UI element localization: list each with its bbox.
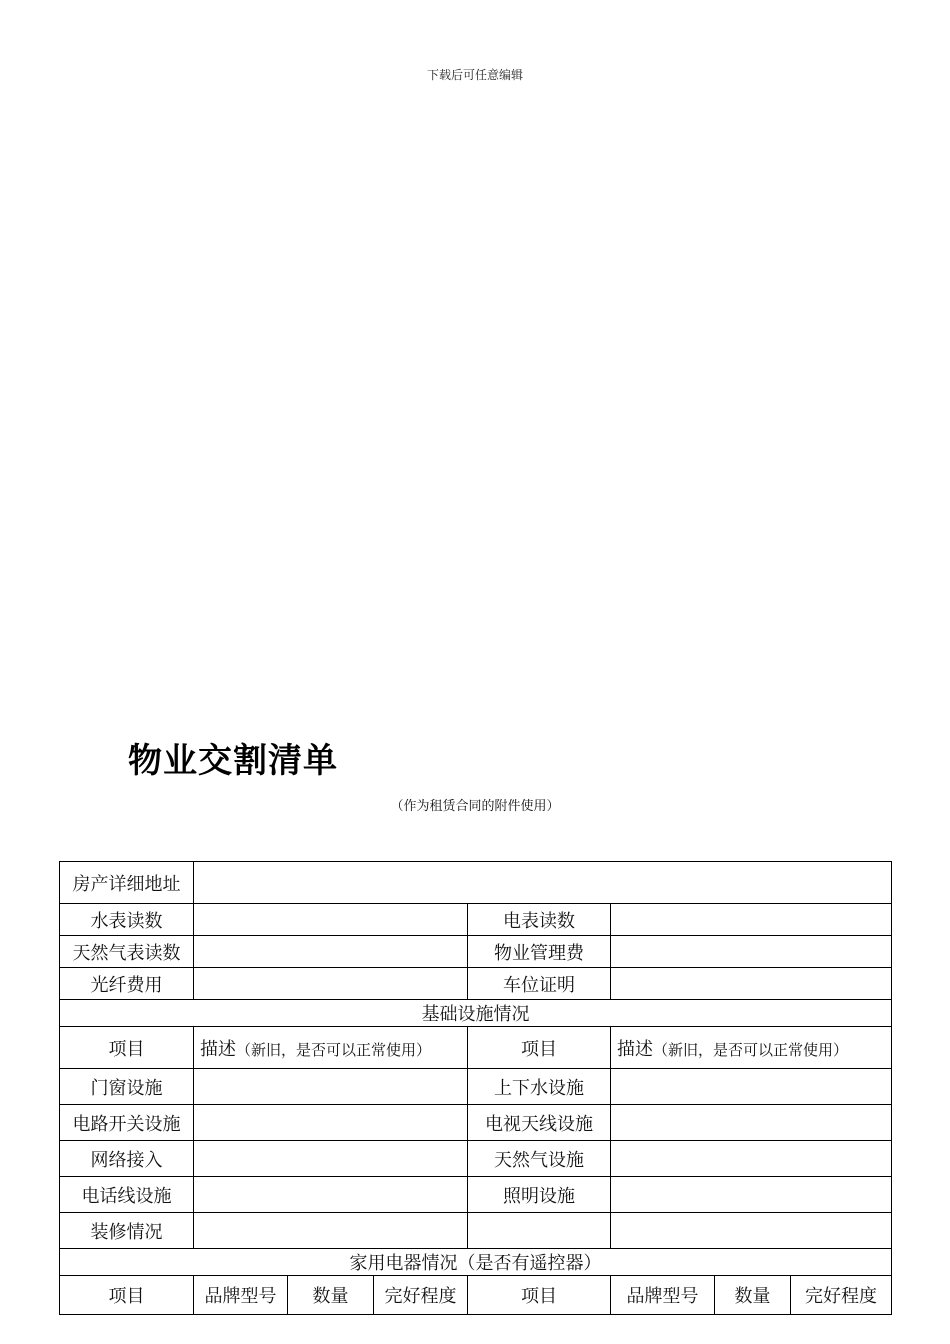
infra-left-description[interactable] <box>194 1141 468 1177</box>
appliance-col-brand: 品牌型号 <box>194 1276 288 1315</box>
col-header-item: 项目 <box>60 1027 194 1069</box>
address-value-cell[interactable] <box>194 862 892 904</box>
infra-right-item: 照明设施 <box>468 1177 611 1213</box>
meter-right-label: 电表读数 <box>468 904 611 936</box>
appliance-col-condition: 完好程度 <box>791 1276 892 1315</box>
meter-row <box>60 904 892 936</box>
meter-left-label: 光纤费用 <box>60 968 194 1000</box>
meter-row <box>60 936 892 968</box>
meter-left-label: 水表读数 <box>60 904 194 936</box>
col-header-description-main: 描述 <box>617 1038 653 1060</box>
infra-right-item: 天然气设施 <box>468 1141 611 1177</box>
infrastructure-row <box>60 1141 892 1177</box>
infrastructure-row <box>60 1105 892 1141</box>
header-note: 下载后可任意编辑 <box>426 68 523 82</box>
infra-right-description[interactable] <box>611 1213 892 1249</box>
col-header-description <box>194 1027 468 1069</box>
infra-right-item: 上下水设施 <box>468 1069 611 1105</box>
appliance-header-row <box>60 1276 892 1315</box>
meter-right-value[interactable] <box>611 936 892 968</box>
appliance-col-item: 项目 <box>60 1276 194 1315</box>
appliance-col-item: 项目 <box>468 1276 611 1315</box>
infra-right-description[interactable] <box>611 1177 892 1213</box>
infra-left-item: 网络接入 <box>60 1141 194 1177</box>
meter-left-value[interactable] <box>194 936 468 968</box>
meter-left-value[interactable] <box>194 968 468 1000</box>
infra-left-item: 电路开关设施 <box>60 1105 194 1141</box>
meter-right-value[interactable] <box>611 904 892 936</box>
address-label: 房产详细地址 <box>60 862 194 904</box>
infra-left-description[interactable] <box>194 1069 468 1105</box>
infra-right-description[interactable] <box>611 1105 892 1141</box>
appliance-col-condition: 完好程度 <box>374 1276 468 1315</box>
document-subtitle: （作为租赁合同的附件使用） <box>390 799 560 814</box>
meter-left-label: 天然气表读数 <box>60 936 194 968</box>
meter-right-value[interactable] <box>611 968 892 1000</box>
meter-left-value[interactable] <box>194 904 468 936</box>
col-header-description-note: （新旧，是否可以正常使用） <box>653 1040 849 1059</box>
infrastructure-row <box>60 1069 892 1105</box>
infrastructure-section-row <box>60 1000 892 1027</box>
meter-right-label: 物业管理费 <box>468 936 611 968</box>
infrastructure-row <box>60 1213 892 1249</box>
infra-left-description[interactable] <box>194 1177 468 1213</box>
infra-right-item: 电视天线设施 <box>468 1105 611 1141</box>
appliance-col-quantity: 数量 <box>715 1276 791 1315</box>
infra-left-item: 电话线设施 <box>60 1177 194 1213</box>
infra-right-description[interactable] <box>611 1141 892 1177</box>
infra-left-description[interactable] <box>194 1105 468 1141</box>
handover-table <box>59 861 892 1315</box>
infrastructure-section-title: 基础设施情况 <box>60 1000 892 1027</box>
meter-row <box>60 968 892 1000</box>
col-header-description <box>611 1027 892 1069</box>
infra-left-item: 装修情况 <box>60 1213 194 1249</box>
appliance-col-quantity: 数量 <box>288 1276 374 1315</box>
appliance-section-row <box>60 1249 892 1276</box>
infra-right-item[interactable] <box>468 1213 611 1249</box>
infra-left-description[interactable] <box>194 1213 468 1249</box>
infra-right-description[interactable] <box>611 1069 892 1105</box>
appliance-col-brand: 品牌型号 <box>611 1276 715 1315</box>
col-header-description-main: 描述 <box>200 1038 236 1060</box>
infra-left-item: 门窗设施 <box>60 1069 194 1105</box>
infrastructure-row <box>60 1177 892 1213</box>
col-header-description-note: （新旧，是否可以正常使用） <box>236 1040 432 1059</box>
meter-right-label: 车位证明 <box>468 968 611 1000</box>
infrastructure-header-row <box>60 1027 892 1069</box>
document-title: 物业交割清单 <box>128 741 338 781</box>
address-row <box>60 862 892 904</box>
appliance-section-title: 家用电器情况（是否有遥控器） <box>60 1249 892 1276</box>
col-header-item: 项目 <box>468 1027 611 1069</box>
